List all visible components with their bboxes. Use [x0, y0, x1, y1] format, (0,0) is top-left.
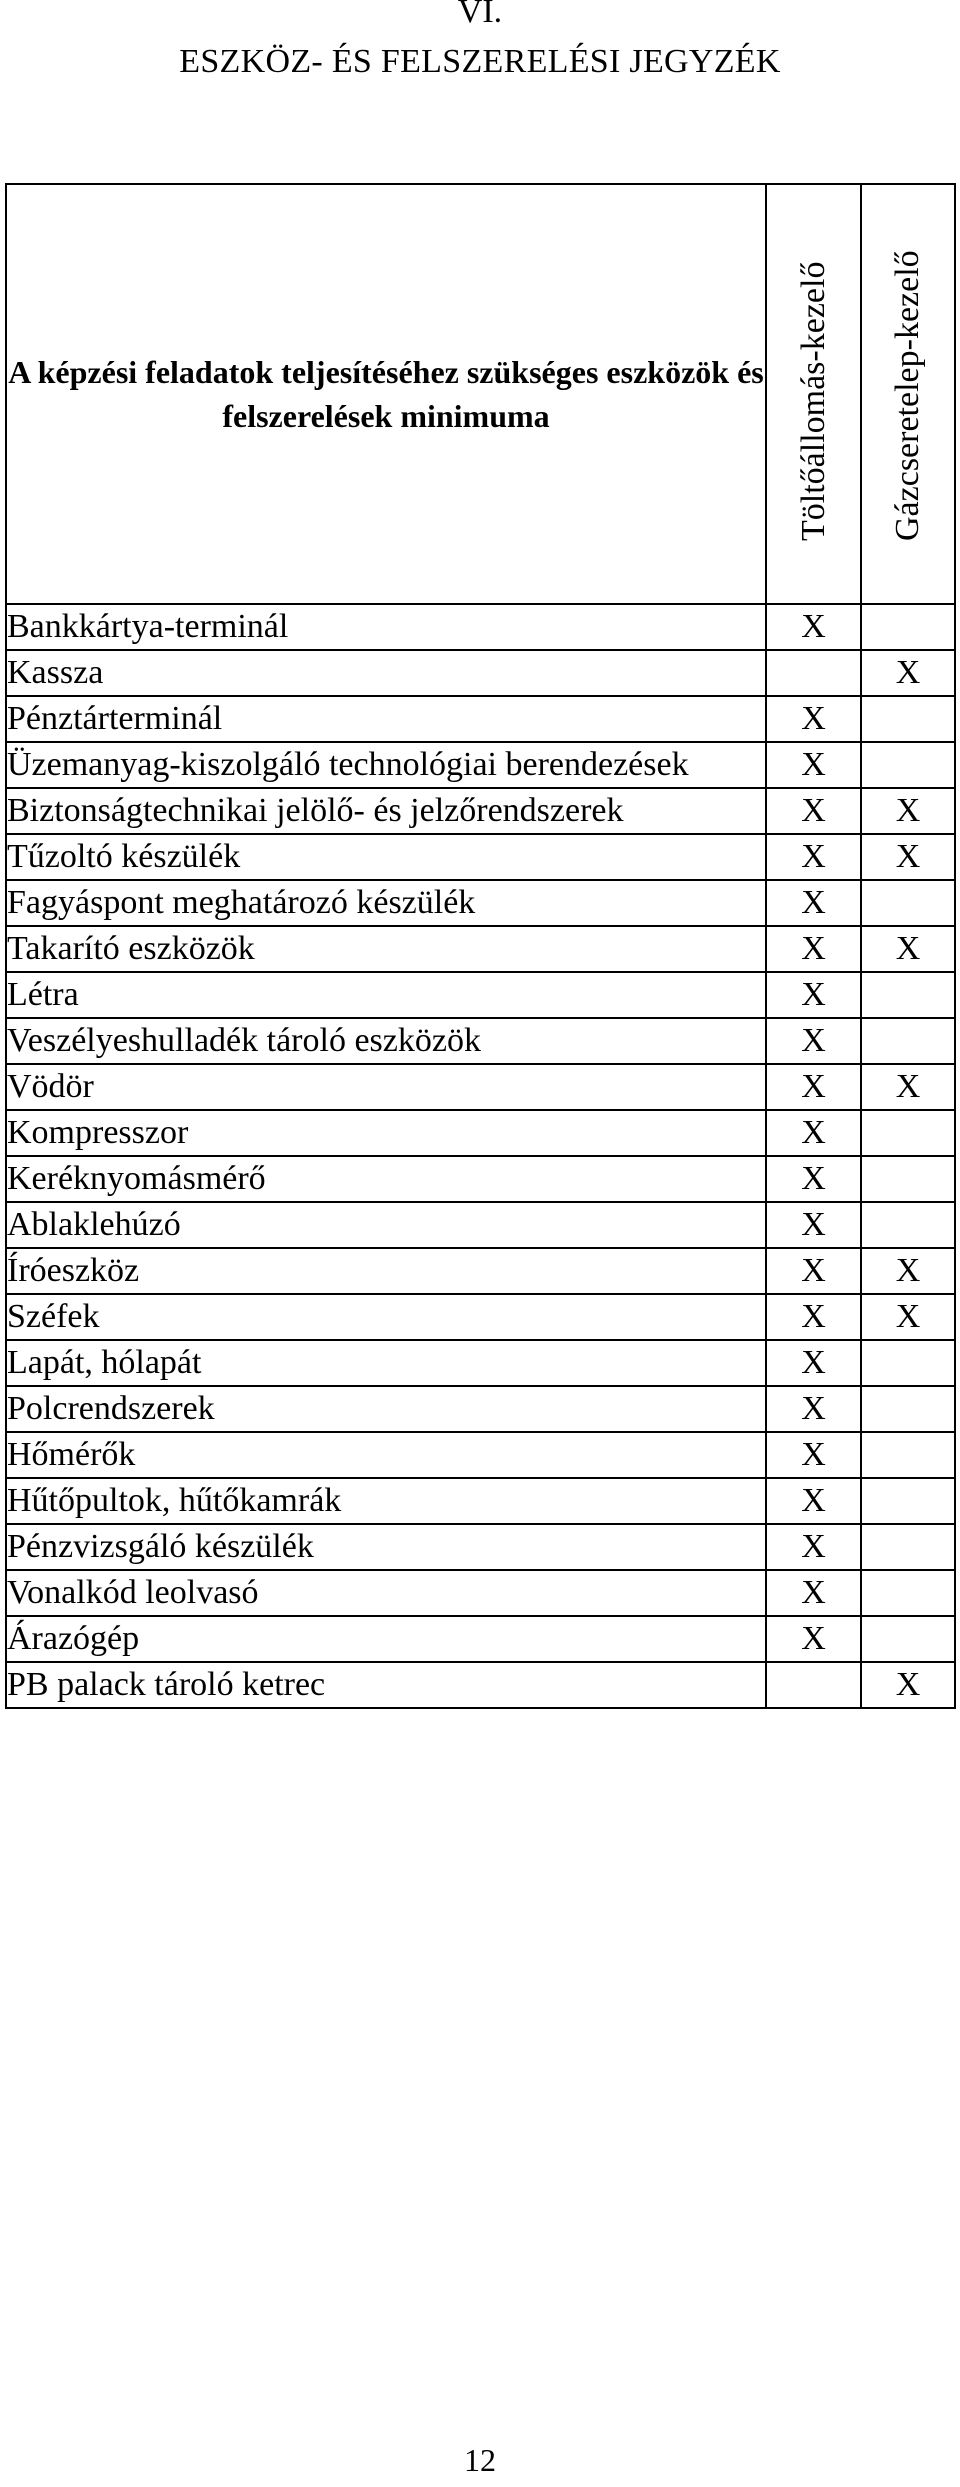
- mark-gazcseretelep: [861, 1478, 955, 1524]
- table-row: [6, 696, 955, 742]
- equipment-item-name: Lapát, hólapát: [6, 1340, 766, 1386]
- table-row: [6, 1110, 955, 1156]
- equipment-item-name: Kompresszor: [6, 1110, 766, 1156]
- mark-toltoallomas: X: [766, 1110, 861, 1156]
- table-header-row: [6, 184, 955, 604]
- mark-gazcseretelep: [861, 1570, 955, 1616]
- section-number: VI.: [457, 0, 503, 30]
- table-body: [6, 604, 955, 1708]
- mark-toltoallomas: X: [766, 1432, 861, 1478]
- table-row: [6, 1018, 955, 1064]
- equipment-item-name: Pénztárterminál: [6, 696, 766, 742]
- equipment-item-name: Széfek: [6, 1294, 766, 1340]
- equipment-item-name: Ablaklehúzó: [6, 1202, 766, 1248]
- equipment-item-name: Kassza: [6, 650, 766, 696]
- mark-gazcseretelep: X: [861, 788, 955, 834]
- column-header-label: Gázcseretelep-kezelő: [889, 250, 926, 541]
- table-row: [6, 604, 955, 650]
- mark-gazcseretelep: X: [861, 1248, 955, 1294]
- table-row: [6, 1386, 955, 1432]
- equipment-item-name: PB palack tároló ketrec: [6, 1662, 766, 1708]
- page-number: 12: [464, 2442, 496, 2478]
- equipment-item-name: Vödör: [6, 1064, 766, 1110]
- mark-toltoallomas: X: [766, 1294, 861, 1340]
- table-row: [6, 1662, 955, 1708]
- equipment-item-name: Keréknyomásmérő: [6, 1156, 766, 1202]
- mark-gazcseretelep: [861, 1432, 955, 1478]
- mark-toltoallomas: X: [766, 604, 861, 650]
- mark-toltoallomas: X: [766, 1386, 861, 1432]
- mark-toltoallomas: X: [766, 972, 861, 1018]
- mark-gazcseretelep: [861, 1524, 955, 1570]
- table-row: [6, 1294, 955, 1340]
- equipment-item-name: Biztonságtechnikai jelölő- és jelzőrendszerek: [6, 788, 766, 834]
- table-row: [6, 1478, 955, 1524]
- table-row: [6, 1064, 955, 1110]
- table-row: [6, 1340, 955, 1386]
- mark-toltoallomas: X: [766, 834, 861, 880]
- table-row: [6, 972, 955, 1018]
- mark-toltoallomas: X: [766, 1064, 861, 1110]
- mark-toltoallomas: X: [766, 1478, 861, 1524]
- mark-gazcseretelep: X: [861, 1662, 955, 1708]
- mark-gazcseretelep: [861, 1018, 955, 1064]
- table-row: [6, 926, 955, 972]
- equipment-item-name: Üzemanyag-kiszolgáló technológiai berendezések: [6, 742, 766, 788]
- mark-toltoallomas: X: [766, 1570, 861, 1616]
- mark-gazcseretelep: X: [861, 1064, 955, 1110]
- equipment-item-name: Takarító eszközök: [6, 926, 766, 972]
- table-row: [6, 788, 955, 834]
- equipment-item-name: Vonalkód leolvasó: [6, 1570, 766, 1616]
- table-row: [6, 1432, 955, 1478]
- equipment-item-name: Hűtőpultok, hűtőkamrák: [6, 1478, 766, 1524]
- mark-toltoallomas: X: [766, 696, 861, 742]
- mark-gazcseretelep: [861, 1386, 955, 1432]
- table-row: [6, 880, 955, 926]
- table-row: [6, 834, 955, 880]
- column-header-gazcseretelep: [861, 184, 955, 604]
- column-header-label: Töltőállomás-kezelő: [794, 261, 832, 541]
- table-row: [6, 1616, 955, 1662]
- table-row: [6, 1570, 955, 1616]
- mark-gazcseretelep: X: [861, 1294, 955, 1340]
- equipment-item-name: Létra: [6, 972, 766, 1018]
- mark-gazcseretelep: X: [861, 650, 955, 696]
- equipment-item-name: Árazógép: [6, 1616, 766, 1662]
- table-row: [6, 650, 955, 696]
- mark-toltoallomas: X: [766, 1616, 861, 1662]
- equipment-item-name: Fagyáspont meghatározó készülék: [6, 880, 766, 926]
- mark-toltoallomas: X: [766, 788, 861, 834]
- mark-gazcseretelep: [861, 696, 955, 742]
- mark-toltoallomas: X: [766, 1156, 861, 1202]
- table-row: [6, 1156, 955, 1202]
- table-row: [6, 1202, 955, 1248]
- table-header-description: A képzési feladatok teljesítéséhez szükséges eszközök és felszerelések minimuma: [6, 184, 766, 604]
- equipment-item-name: Hőmérők: [6, 1432, 766, 1478]
- mark-toltoallomas: X: [766, 880, 861, 926]
- equipment-item-name: Veszélyeshulladék tároló eszközök: [6, 1018, 766, 1064]
- mark-gazcseretelep: [861, 972, 955, 1018]
- mark-toltoallomas: X: [766, 1018, 861, 1064]
- mark-gazcseretelep: [861, 880, 955, 926]
- mark-gazcseretelep: [861, 1616, 955, 1662]
- mark-toltoallomas: X: [766, 742, 861, 788]
- equipment-item-name: Íróeszköz: [6, 1248, 766, 1294]
- mark-gazcseretelep: [861, 1340, 955, 1386]
- mark-toltoallomas: X: [766, 1202, 861, 1248]
- mark-gazcseretelep: X: [861, 926, 955, 972]
- mark-gazcseretelep: [861, 1202, 955, 1248]
- document-title: ESZKÖZ- ÉS FELSZERELÉSI JEGYZÉK: [179, 43, 781, 80]
- table-row: [6, 1248, 955, 1294]
- mark-toltoallomas: [766, 650, 861, 696]
- table-row: [6, 742, 955, 788]
- mark-toltoallomas: X: [766, 1248, 861, 1294]
- equipment-item-name: Bankkártya-terminál: [6, 604, 766, 650]
- mark-toltoallomas: X: [766, 926, 861, 972]
- mark-gazcseretelep: [861, 742, 955, 788]
- mark-toltoallomas: X: [766, 1524, 861, 1570]
- mark-gazcseretelep: X: [861, 834, 955, 880]
- mark-gazcseretelep: [861, 1110, 955, 1156]
- equipment-table: [5, 183, 956, 1709]
- mark-gazcseretelep: [861, 604, 955, 650]
- equipment-item-name: Tűzoltó készülék: [6, 834, 766, 880]
- mark-toltoallomas: [766, 1662, 861, 1708]
- mark-gazcseretelep: [861, 1156, 955, 1202]
- column-header-toltoallomas: [766, 184, 861, 604]
- table-row: [6, 1524, 955, 1570]
- equipment-item-name: Polcrendszerek: [6, 1386, 766, 1432]
- mark-toltoallomas: X: [766, 1340, 861, 1386]
- equipment-item-name: Pénzvizsgáló készülék: [6, 1524, 766, 1570]
